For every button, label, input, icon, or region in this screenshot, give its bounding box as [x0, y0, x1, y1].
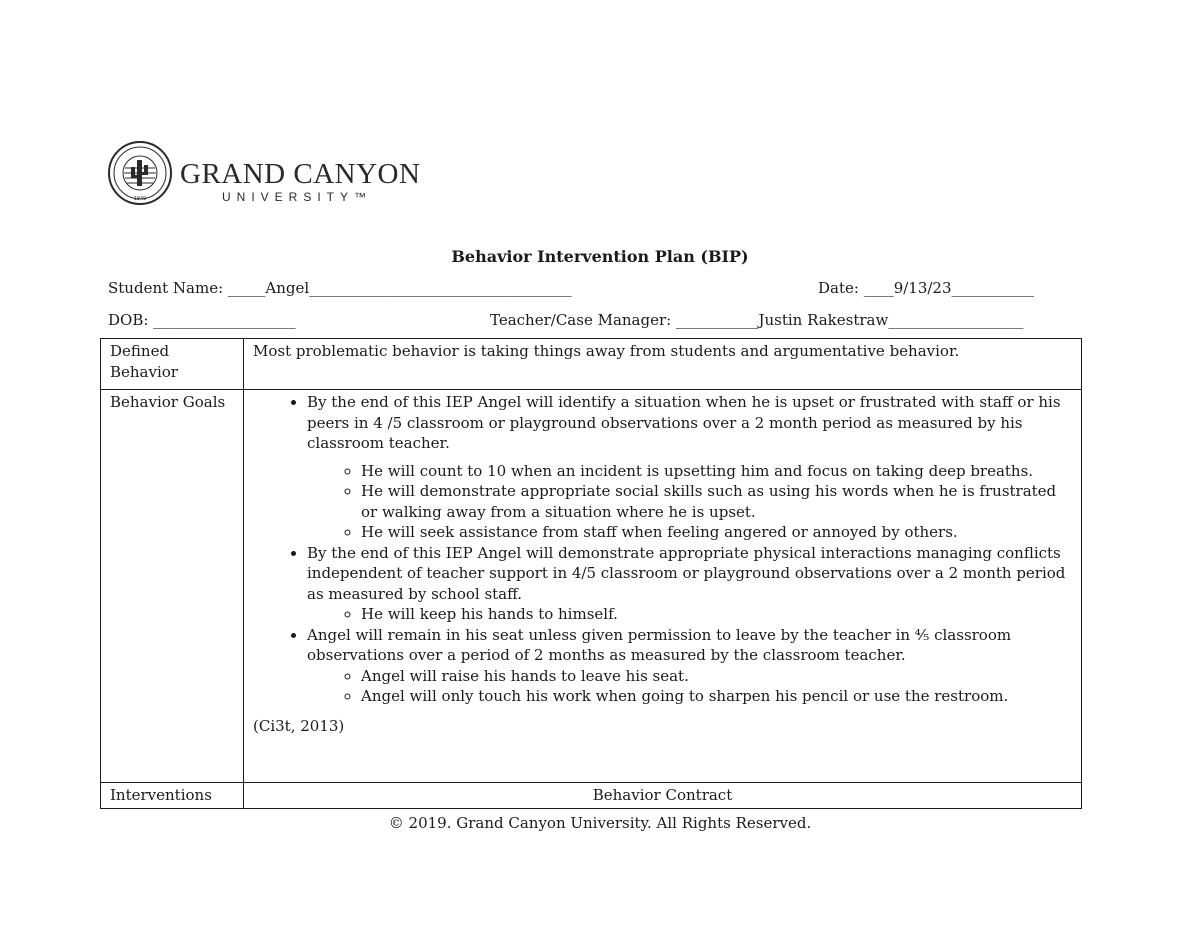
- behavior-goals-cell: [244, 390, 1082, 783]
- logo-subtitle: UNIVERSITY™: [222, 190, 373, 204]
- goal-subitem: ◦ He will keep his hands to himself.: [361, 604, 1072, 625]
- goal-subitems: [307, 666, 1072, 707]
- svg-text:1949: 1949: [133, 196, 147, 202]
- student-name-line: Student Name: _____Angel___________________________________: [108, 279, 572, 297]
- university-logo: [108, 138, 421, 208]
- goal-subitem: ◦ Angel will raise his hands to leave his seat.: [361, 666, 1072, 687]
- goal-item: • By the end of this IEP Angel will demonstrate appropriate physical interactions managing conflicts independent of teacher support in 4/5 classroom or playground observations over a 2 month period as measured by school staff. ◦ He will keep his hands to himself.: [307, 543, 1072, 625]
- university-seal-icon: [108, 138, 174, 208]
- table-row: [101, 339, 1082, 390]
- row-label: Defined Behavior: [101, 339, 244, 390]
- date-line: Date: ____9/13/23___________: [818, 279, 1035, 297]
- dob-line: DOB: ___________________: [108, 311, 296, 329]
- goal-subitems: [307, 604, 1072, 625]
- teacher-line: Teacher/Case Manager: ___________Justin Rakestraw__________________: [490, 311, 1024, 329]
- goal-item: • By the end of this IEP Angel will identify a situation when he is upset or frustrated with staff or his peers in 4 /5 classroom or playground observations over a 2 month period as measured by his classroom teacher. ◦ He will count to 10 when an incident is upsetting him and focus on taking deep breaths. ◦ He will demonstrate appropriate social skills such as using his words when he is frustrated or walking away from a situation where he is upset. ◦ He will seek assistance from staff when feeling angered or annoyed by others.: [307, 392, 1072, 543]
- goal-subitem: ◦ He will count to 10 when an incident is upsetting him and focus on taking deep breaths.: [361, 461, 1072, 482]
- row-label: Behavior Goals: [101, 390, 244, 783]
- citation: (Ci3t, 2013): [253, 716, 345, 735]
- document-title: Behavior Intervention Plan (BIP): [451, 247, 749, 266]
- copyright-footer: © 2019. Grand Canyon University. All Rights Reserved.: [388, 814, 812, 832]
- row-label: Interventions: [101, 783, 244, 809]
- goal-subitem: ◦ He will seek assistance from staff when feeling angered or annoyed by others.: [361, 522, 1072, 543]
- goal-item: • Angel will remain in his seat unless given permission to leave by the teacher in ⅘ classroom observations over a period of 2 months as measured by the classroom teacher. ◦ Angel will raise his hands to leave his seat. ◦ Angel will only touch his work when going to sharpen his pencil or use the restroom.: [307, 625, 1072, 707]
- goal-subitem: ◦ He will demonstrate appropriate social skills such as using his words when he is frustrated or walking away from a situation where he is upset.: [361, 481, 1072, 522]
- goal-subitems: [307, 461, 1072, 543]
- goals-list: [253, 392, 1072, 707]
- table-row: [101, 783, 1082, 809]
- interventions-text: Behavior Contract: [244, 783, 1082, 809]
- logo-wordmark: GRAND CANYON: [180, 158, 421, 190]
- goal-subitem: ◦ Angel will only touch his work when going to sharpen his pencil or use the restroom.: [361, 686, 1072, 707]
- bip-table: [100, 338, 1082, 809]
- table-row: [101, 390, 1082, 783]
- defined-behavior-text: Most problematic behavior is taking things away from students and argumentative behavior.: [244, 339, 1082, 390]
